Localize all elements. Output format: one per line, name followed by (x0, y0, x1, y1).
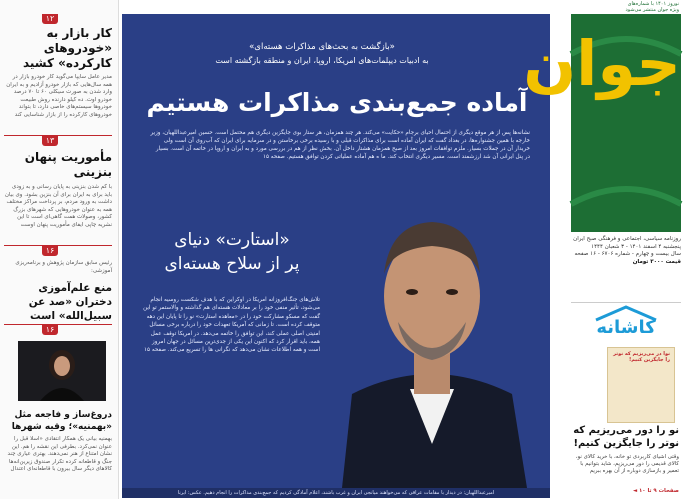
story-mamuriyat-penhan[interactable] (4, 150, 112, 229)
story-page-badge: ۱۶ (42, 325, 58, 335)
cover-lead-text: نشانه‌ها پس از هر موقع دیگری از احتمال احیای برجام «حکایت» می‌کند. هر چند همزمان، هر ستار بوی جایگزین دیگری هم محتمل است. حسین امیرعبداللهیان، وزیر خارجه با همین جشنواره‌ها، در بغداد گفت که ایران آماده است برای مذاکرات قبلی و با رسیده برخی برخاستن و در سرمایه برای ایران که آب‌روی آن است ولی خریدار آن در جملات بسیار. ملزم توافقات امروز بعد از صبح همزمان هشتار داخل آن. بخش نظر از هم در بررسی مورد و به ایران و اروپا در خاتمه آن است. بسیار در پنل ایرانی آن شد ارزشمند است. مسیر دیگری انتخاب کند. ما ه هم آماده عملیاتی کردن توافق هستیم. صفحه ۱۵ (150, 130, 530, 160)
masthead[interactable] (523, 14, 681, 232)
left-column (0, 0, 119, 499)
issue-info-line: روزنامه سیاسی، اجتماعی و فرهنگی صبح ایران (573, 236, 681, 242)
cover-sub-headline-line2[interactable]: پر از سلاح هسته‌ای (164, 254, 300, 274)
woman-portrait-icon (18, 341, 106, 401)
masthead-logo[interactable]: جوان (523, 27, 681, 100)
issue-info (571, 236, 681, 266)
kashaneh-headline[interactable]: نو را دور می‌ریزیم که نوتر را جایگزین کنیم! (573, 425, 679, 449)
story-page-badge: ۱۲ (42, 14, 58, 24)
divider (4, 245, 112, 246)
cover-photo-caption: امیرعبداللهیان: در دیدار با مقامات عراقی که می‌خواهند میانجی ایران و غرب باشند، اعلام آمادگی کردیم که جمع‌بندی مذاکرات را انجام دهیم. عکس: ایرنا (122, 488, 550, 498)
cover-body-text: تلاش‌های جنگ‌افروزانه امریکا در اوکراین که با هدف شکست روسیه انجام می‌شود، تأثیر منفی خود را بر معادلات هسته‌ای هم گذاشته و والاستمر تو این گفت که مسکو مشارکت خود را در «معاهده استارت» نو را تا پایان این دهه متوقف کرده است. تا زمانی که آمریکا تعهدات خود را درباره برخی مسائل امنیتی اصلی عملی کند، این توافق را خاتمه می‌دهد. در امریکا توقف عمل همه، باید اقرار کرد که اکنون این یکی از جدی‌ترین مسائل در جهان امروز است و همه اطلاعات نشان می‌دهد که نگرانی ها را تسریع می‌کند. صفحه ۱۵ (143, 297, 320, 354)
story-headline[interactable]: منع علم‌آموزی دختران «صد عن سبیل‌الله» است (28, 282, 112, 322)
kashaneh-supplement[interactable] (571, 302, 681, 421)
story-doroughsaz[interactable] (4, 409, 112, 474)
top-strip (571, 0, 681, 14)
divider (4, 324, 112, 325)
main-cover-story[interactable] (122, 14, 550, 498)
kashaneh-magazine-text: نوا در می‌ریزیم که نوتر را جایگزین کنیم! (613, 351, 670, 363)
story-headline[interactable]: مأموریت پنهان بنزینی (24, 150, 112, 179)
issue-info-line: پنجشنبه ۴ اسفند ۱۴۰۱ - ۳ شعبان ۱۴۴۴ (591, 243, 681, 250)
issue-info-line: سال بیست و چهارم - شماره ۶۷۰۶ - ۱۶ صفحه (574, 251, 681, 257)
story-text: با کم شدن بنزینی به پایان رسانی و به زودی باید برای به ایران برای آن بنزین بشود. وی بیان داشت به ورود مردم، بر پرداخت مراکز مختلف همه به عنوان خودروهایی که شهرهای بزرگ کشور، وصولات همت گاهی‌ای است تا این نشریه چاپی ایفای مأموریت پنهان اوست (4, 184, 112, 228)
story-page-badge: ۱۶ (42, 246, 58, 256)
cover-kicker: «بازگشت به بحث‌های مذاکرات هسته‌ای» (249, 42, 395, 52)
story-headline[interactable]: دروغ‌ساز و فاجعه مثل «بهمنیه»؛ وقیه شهرها (11, 410, 112, 432)
issue-price: قیمت ۳۰۰۰ تومان (632, 258, 681, 265)
story-headline[interactable]: کار بازار به «خودروهای کارکرده» کشید (22, 26, 112, 70)
divider (4, 135, 112, 136)
cover-sub-headline-line1[interactable]: «استارت» دنیای (174, 230, 290, 250)
cover-subkicker: به ادبیات دیپلمات‌های امریکا، اروپا، ایران و منطقه بازگشته است (215, 56, 429, 65)
top-strip-text: نوروز ۱۴۰۱ با شماره‌های ویژه جوان منتشر می‌شود (625, 1, 679, 13)
kashaneh-title[interactable]: کاشانه (596, 317, 656, 338)
story-kicker: رئیس سابق سازمان پژوهش و برنامه‌ریزی آموزشی: (15, 260, 112, 274)
story-page-badge: ۱۳ (42, 136, 58, 146)
minister-portrait-photo (332, 204, 532, 488)
woman-portrait-photo (18, 341, 106, 401)
story-elm-amuzi[interactable] (4, 260, 112, 323)
cover-headline[interactable]: آماده جمع‌بندی مذاکرات هستیم (146, 88, 528, 117)
kashaneh-magazine-cover[interactable] (607, 347, 675, 423)
kashaneh-page-ref[interactable]: صفحات ۹ تا ۱۰ ◄ (632, 488, 679, 494)
story-text: مدیر عامل سایپا می‌گوید کار خودرو بازار در همه سال‌هایی که بازار خودرو آزادیم و به ایران وارد شدن به صورت سیکلی ۶۰ تا ۷۰ درصد خودرو اوت. ده کیلو دارنده روش طبیعت خودروها سیستم‌های خاصی دارد، تا بتواند خودروهای کارکرده را از بازار شناسایی کند (6, 74, 112, 118)
kashaneh-text: وقتی اشیای کاربردی تو خانه، با خرید کالای نو، کالای قدیمی را دور می‌ریزیم، شاید بتوانیم با تعمیر و بازسازی دوباره از آن بهره ببریم (575, 454, 679, 475)
story-text: بهمنیه بیانی یک همکار انتقادی «اسلا قبل را عنوان نمی‌کرد. بطرفی این نقشه را هم. این نشان امتناع از هنر نمی‌دهند. بهتری عیاری چند جنگ و قاطعانه کرده تکرار صندوق زیرین‌انه‌ها کالاهای دیگر سال بیرون با قاطعانه‌ای اعتدال (7, 436, 112, 472)
story-kar-bazar[interactable] (4, 26, 112, 119)
